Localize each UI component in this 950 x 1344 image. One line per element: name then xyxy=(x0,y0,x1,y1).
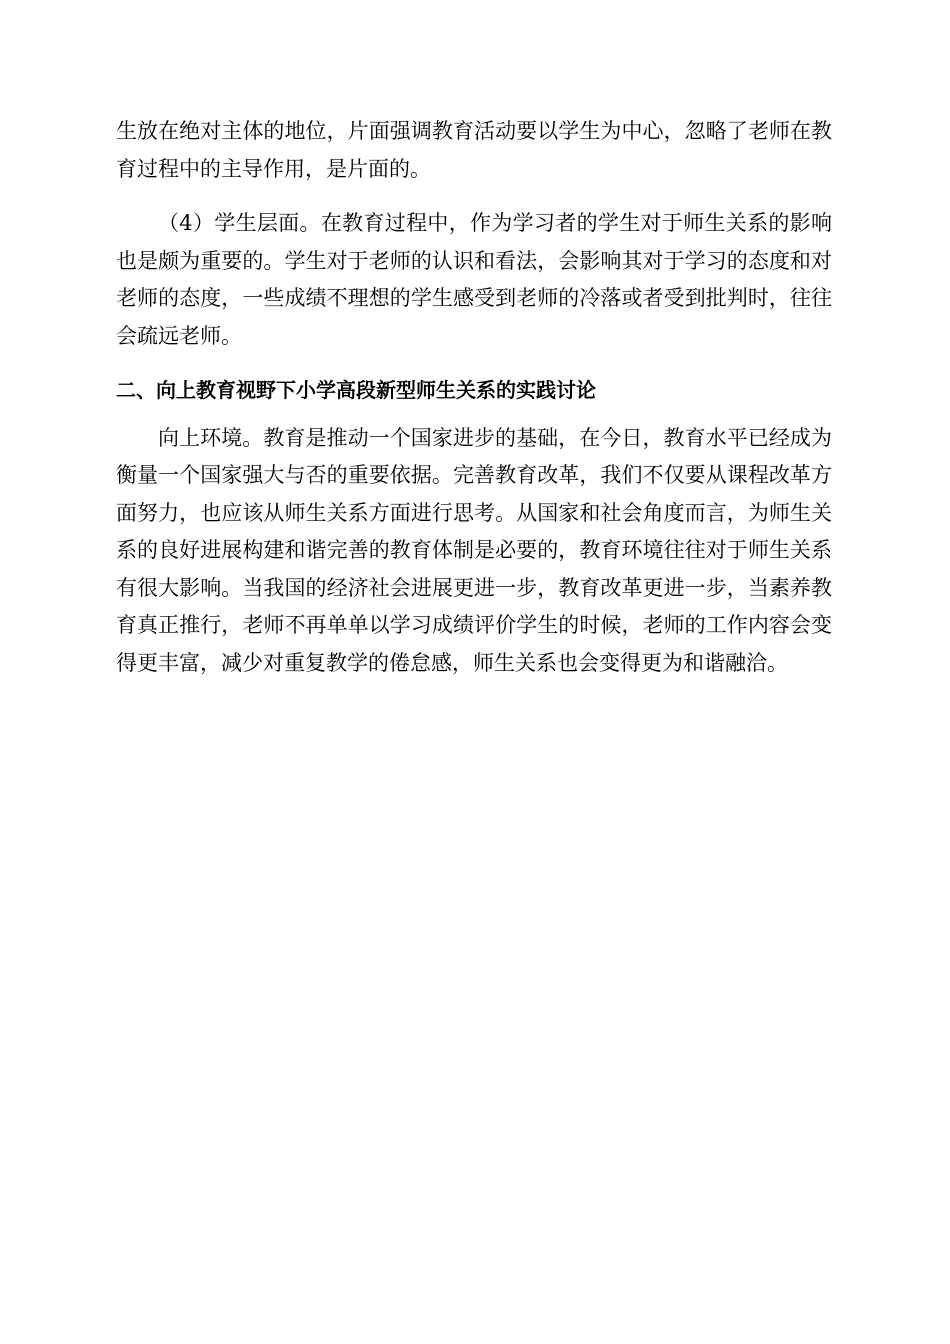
paragraph-continuation: 生放在绝对主体的地位，片面强调教育活动要以学生为中心，忽略了老师在教育过程中的主导作用，是片面的。 xyxy=(116,119,832,181)
document-body xyxy=(116,113,832,682)
paragraph-environment: 向上环境。教育是推动一个国家进步的基础，在今日，教育水平已经成为衡量一个国家强大与否的重要依据。完善教育改革，我们不仅要从课程改革方面努力，也应该从师生关系方面进行思考。从国家和社会角度而言，为师生关系的良好进展构建和谐完善的教育体制是必要的，教育环境往往对于师生关系有很大影响。当我国的经济社会进展更进一步，教育改革更进一步，当素养教育真正推行，老师不再单单以学习成绩评价学生的时候，老师的工作内容会变得更丰富，减少对重复教学的倦怠感，师生关系也会变得更为和谐融洽。 xyxy=(116,425,832,675)
section-heading: 二、向上教育视野下小学高段新型师生关系的实践讨论 xyxy=(116,378,596,402)
paragraph-student-level: （4）学生层面。在教育过程中，作为学习者的学生对于师生关系的影响也是颇为重要的。学生对于老师的认识和看法，会影响其对于学习的态度和对老师的态度，一些成绩不理想的学生感受到老师的冷落或者受到批判时，往往会疏远老师。 xyxy=(116,211,832,348)
